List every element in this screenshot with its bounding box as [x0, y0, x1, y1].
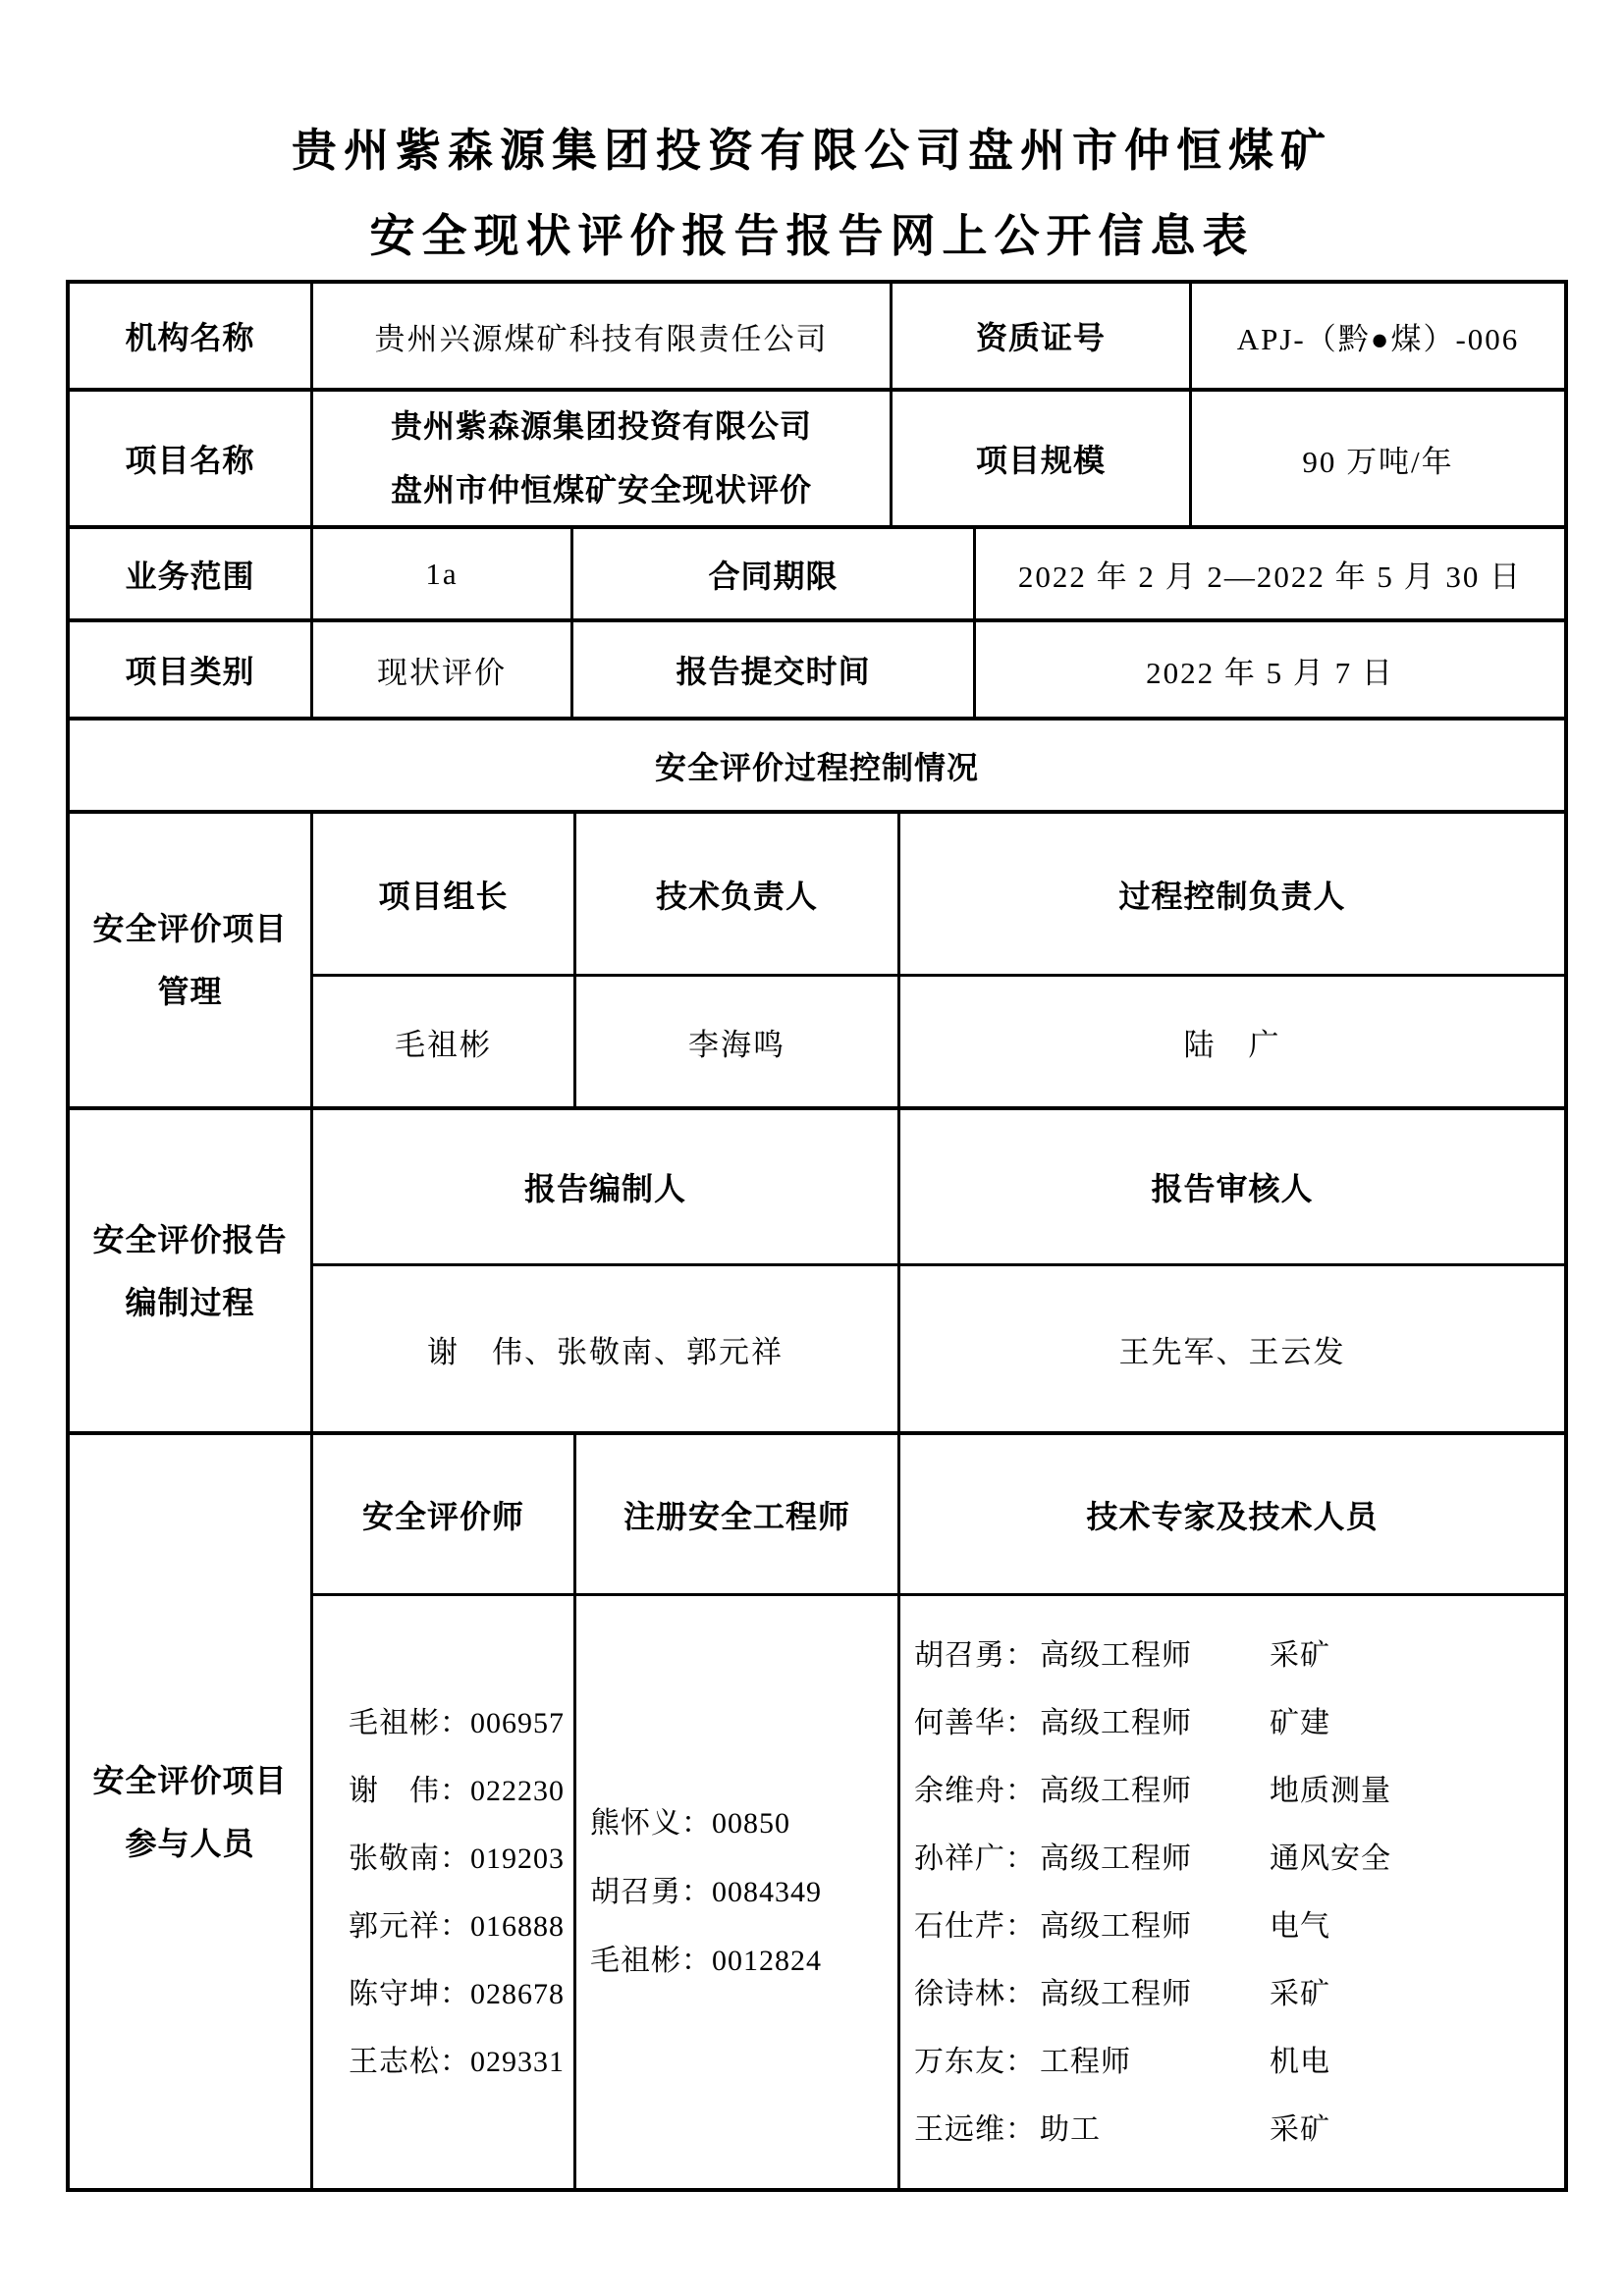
process-control-banner: 安全评价过程控制情况	[654, 749, 979, 785]
evaluator-item: 郭元祥：016888	[349, 1909, 565, 1943]
project-category-value: 现状评价	[310, 622, 570, 717]
document-title	[0, 108, 1624, 279]
evaluator-item: 张敬南：019203	[349, 1842, 565, 1875]
participants-header-row	[313, 1435, 1564, 1596]
report-submit-value: 2022 年 5 月 7 日	[973, 622, 1564, 717]
header-process-control-lead: 过程控制负责人	[897, 814, 1564, 974]
registered-engineers-cell	[573, 1596, 897, 2188]
project-scale-value: 90 万吨/年	[1189, 392, 1564, 525]
cert-number-value: APJ-（黔●煤）-006	[1189, 284, 1564, 388]
project-name-label: 项目名称	[125, 443, 255, 478]
section-participants	[70, 1431, 1564, 2188]
expert-title: 高级工程师	[1040, 1638, 1192, 1672]
expert-field: 电气	[1270, 1909, 1330, 1943]
value-project-leader: 毛祖彬	[395, 1027, 492, 1062]
header-safety-evaluators: 安全评价师	[361, 1498, 524, 1534]
project-name-line-2: 盘州市仲恒煤矿安全现状评价	[390, 472, 812, 507]
participants-section-label	[70, 1435, 310, 2188]
header-technical-lead: 技术负责人	[573, 814, 897, 974]
expert-field: 地质测量	[1270, 1774, 1391, 1807]
report-submit-label: 报告提交时间	[570, 622, 973, 717]
expert-title: 高级工程师	[1040, 1774, 1192, 1807]
expert-item	[914, 1825, 1391, 1893]
compilation-label-line-1: 安全评价报告	[92, 1221, 288, 1257]
compilation-section-label	[70, 1110, 310, 1431]
expert-name: 万东友：	[914, 2045, 1036, 2078]
management-section-label	[70, 814, 310, 1106]
section-management	[70, 810, 1564, 1106]
registered-engineers-list	[576, 1596, 897, 2188]
contract-period-value: 2022 年 2 月 2—2022 年 5 月 30 日	[973, 529, 1564, 618]
row-organization	[70, 284, 1564, 388]
expert-title: 助工	[1040, 2112, 1101, 2146]
expert-title: 高级工程师	[1040, 1977, 1192, 2010]
org-name-label: 机构名称	[125, 320, 255, 355]
header-report-editor: 报告编制人	[523, 1171, 686, 1206]
expert-title: 工程师	[1040, 2045, 1131, 2078]
value-report-reviewers: 王先军、王云发	[897, 1266, 1564, 1431]
value-report-editors: 谢 伟、张敬南、郭元祥	[427, 1334, 784, 1369]
evaluator-item: 陈守坤：028678	[349, 1977, 565, 2010]
value-technical-lead: 李海鸣	[573, 977, 897, 1106]
participants-section-content	[310, 1435, 1564, 2188]
safety-evaluators-list	[313, 1596, 573, 2188]
business-scope-value: 1a	[310, 529, 570, 618]
info-table	[66, 280, 1568, 2192]
contract-period-label: 合同期限	[570, 529, 973, 618]
expert-field: 采矿	[1270, 1638, 1330, 1672]
project-name-value	[310, 392, 890, 525]
evaluator-item: 王志松：029331	[349, 2045, 565, 2078]
safety-evaluators-cell	[313, 1596, 573, 2188]
value-process-control-lead: 陆 广	[897, 977, 1564, 1106]
row-business-scope	[70, 525, 1564, 618]
cert-number-label: 资质证号	[890, 284, 1189, 388]
project-name-value-lines	[391, 395, 812, 522]
engineer-item: 熊怀义：00850	[590, 1806, 790, 1840]
header-registered-engineers: 注册安全工程师	[573, 1435, 897, 1593]
header-technical-experts: 技术专家及技术人员	[897, 1435, 1564, 1593]
row-process-banner	[70, 717, 1564, 810]
row-project-category	[70, 618, 1564, 717]
technical-experts-cell	[897, 1596, 1564, 2188]
expert-title: 高级工程师	[1040, 1842, 1192, 1875]
management-section-content	[310, 814, 1564, 1106]
compilation-header-row	[313, 1110, 1564, 1266]
business-scope-label: 业务范围	[125, 558, 255, 594]
expert-item	[914, 1622, 1330, 1689]
management-label-line-1: 安全评价项目	[92, 911, 288, 946]
management-header-row	[313, 814, 1564, 977]
expert-field: 采矿	[1270, 2112, 1330, 2146]
project-category-label: 项目类别	[125, 654, 255, 689]
row-project-name	[70, 388, 1564, 525]
expert-name: 王远维：	[914, 2112, 1036, 2146]
header-project-leader: 项目组长	[378, 878, 509, 914]
expert-field: 机电	[1270, 2045, 1330, 2078]
management-label-line-2: 管理	[157, 974, 223, 1009]
org-name-value: 贵州兴源煤矿科技有限责任公司	[310, 284, 890, 388]
header-report-reviewer: 报告审核人	[897, 1110, 1564, 1263]
expert-item	[914, 1960, 1330, 2028]
title-line-1: 贵州紫森源集团投资有限公司盘州市仲恒煤矿	[292, 125, 1332, 176]
participants-label-line-1: 安全评价项目	[92, 1762, 288, 1798]
engineer-item: 胡召勇：0084349	[590, 1875, 822, 1908]
expert-item	[914, 1893, 1330, 1960]
expert-name: 石仕芹：	[914, 1909, 1036, 1943]
expert-name: 徐诗林：	[914, 1977, 1036, 2010]
project-scale-label: 项目规模	[890, 392, 1189, 525]
participants-value-row	[313, 1596, 1564, 2188]
engineer-item: 毛祖彬：0012824	[590, 1944, 822, 1977]
expert-item	[914, 1757, 1391, 1825]
participants-label-line-2: 参与人员	[125, 1825, 255, 1861]
evaluator-item: 谢 伟：022230	[349, 1774, 565, 1807]
expert-name: 何善华：	[914, 1706, 1036, 1739]
compilation-label-line-2: 编制过程	[125, 1284, 255, 1320]
project-name-line-1: 贵州紫森源集团投资有限公司	[390, 408, 812, 444]
expert-title: 高级工程师	[1040, 1909, 1192, 1943]
expert-field: 采矿	[1270, 1977, 1330, 2010]
expert-item	[914, 1689, 1330, 1757]
section-compilation	[70, 1106, 1564, 1431]
management-value-row	[313, 977, 1564, 1106]
expert-name: 余维舟：	[914, 1774, 1036, 1807]
expert-name: 孙祥广：	[914, 1842, 1036, 1875]
expert-item	[914, 2028, 1330, 2096]
technical-experts-list	[900, 1596, 1564, 2188]
expert-field: 通风安全	[1270, 1842, 1391, 1875]
expert-title: 高级工程师	[1040, 1706, 1192, 1739]
title-line-2: 安全现状评价报告报告网上公开信息表	[369, 210, 1255, 261]
compilation-value-row	[313, 1266, 1564, 1431]
expert-item	[914, 2096, 1330, 2163]
expert-field: 矿建	[1270, 1706, 1330, 1739]
evaluator-item: 毛祖彬：006957	[349, 1706, 565, 1739]
compilation-section-content	[310, 1110, 1564, 1431]
expert-name: 胡召勇：	[914, 1638, 1036, 1672]
